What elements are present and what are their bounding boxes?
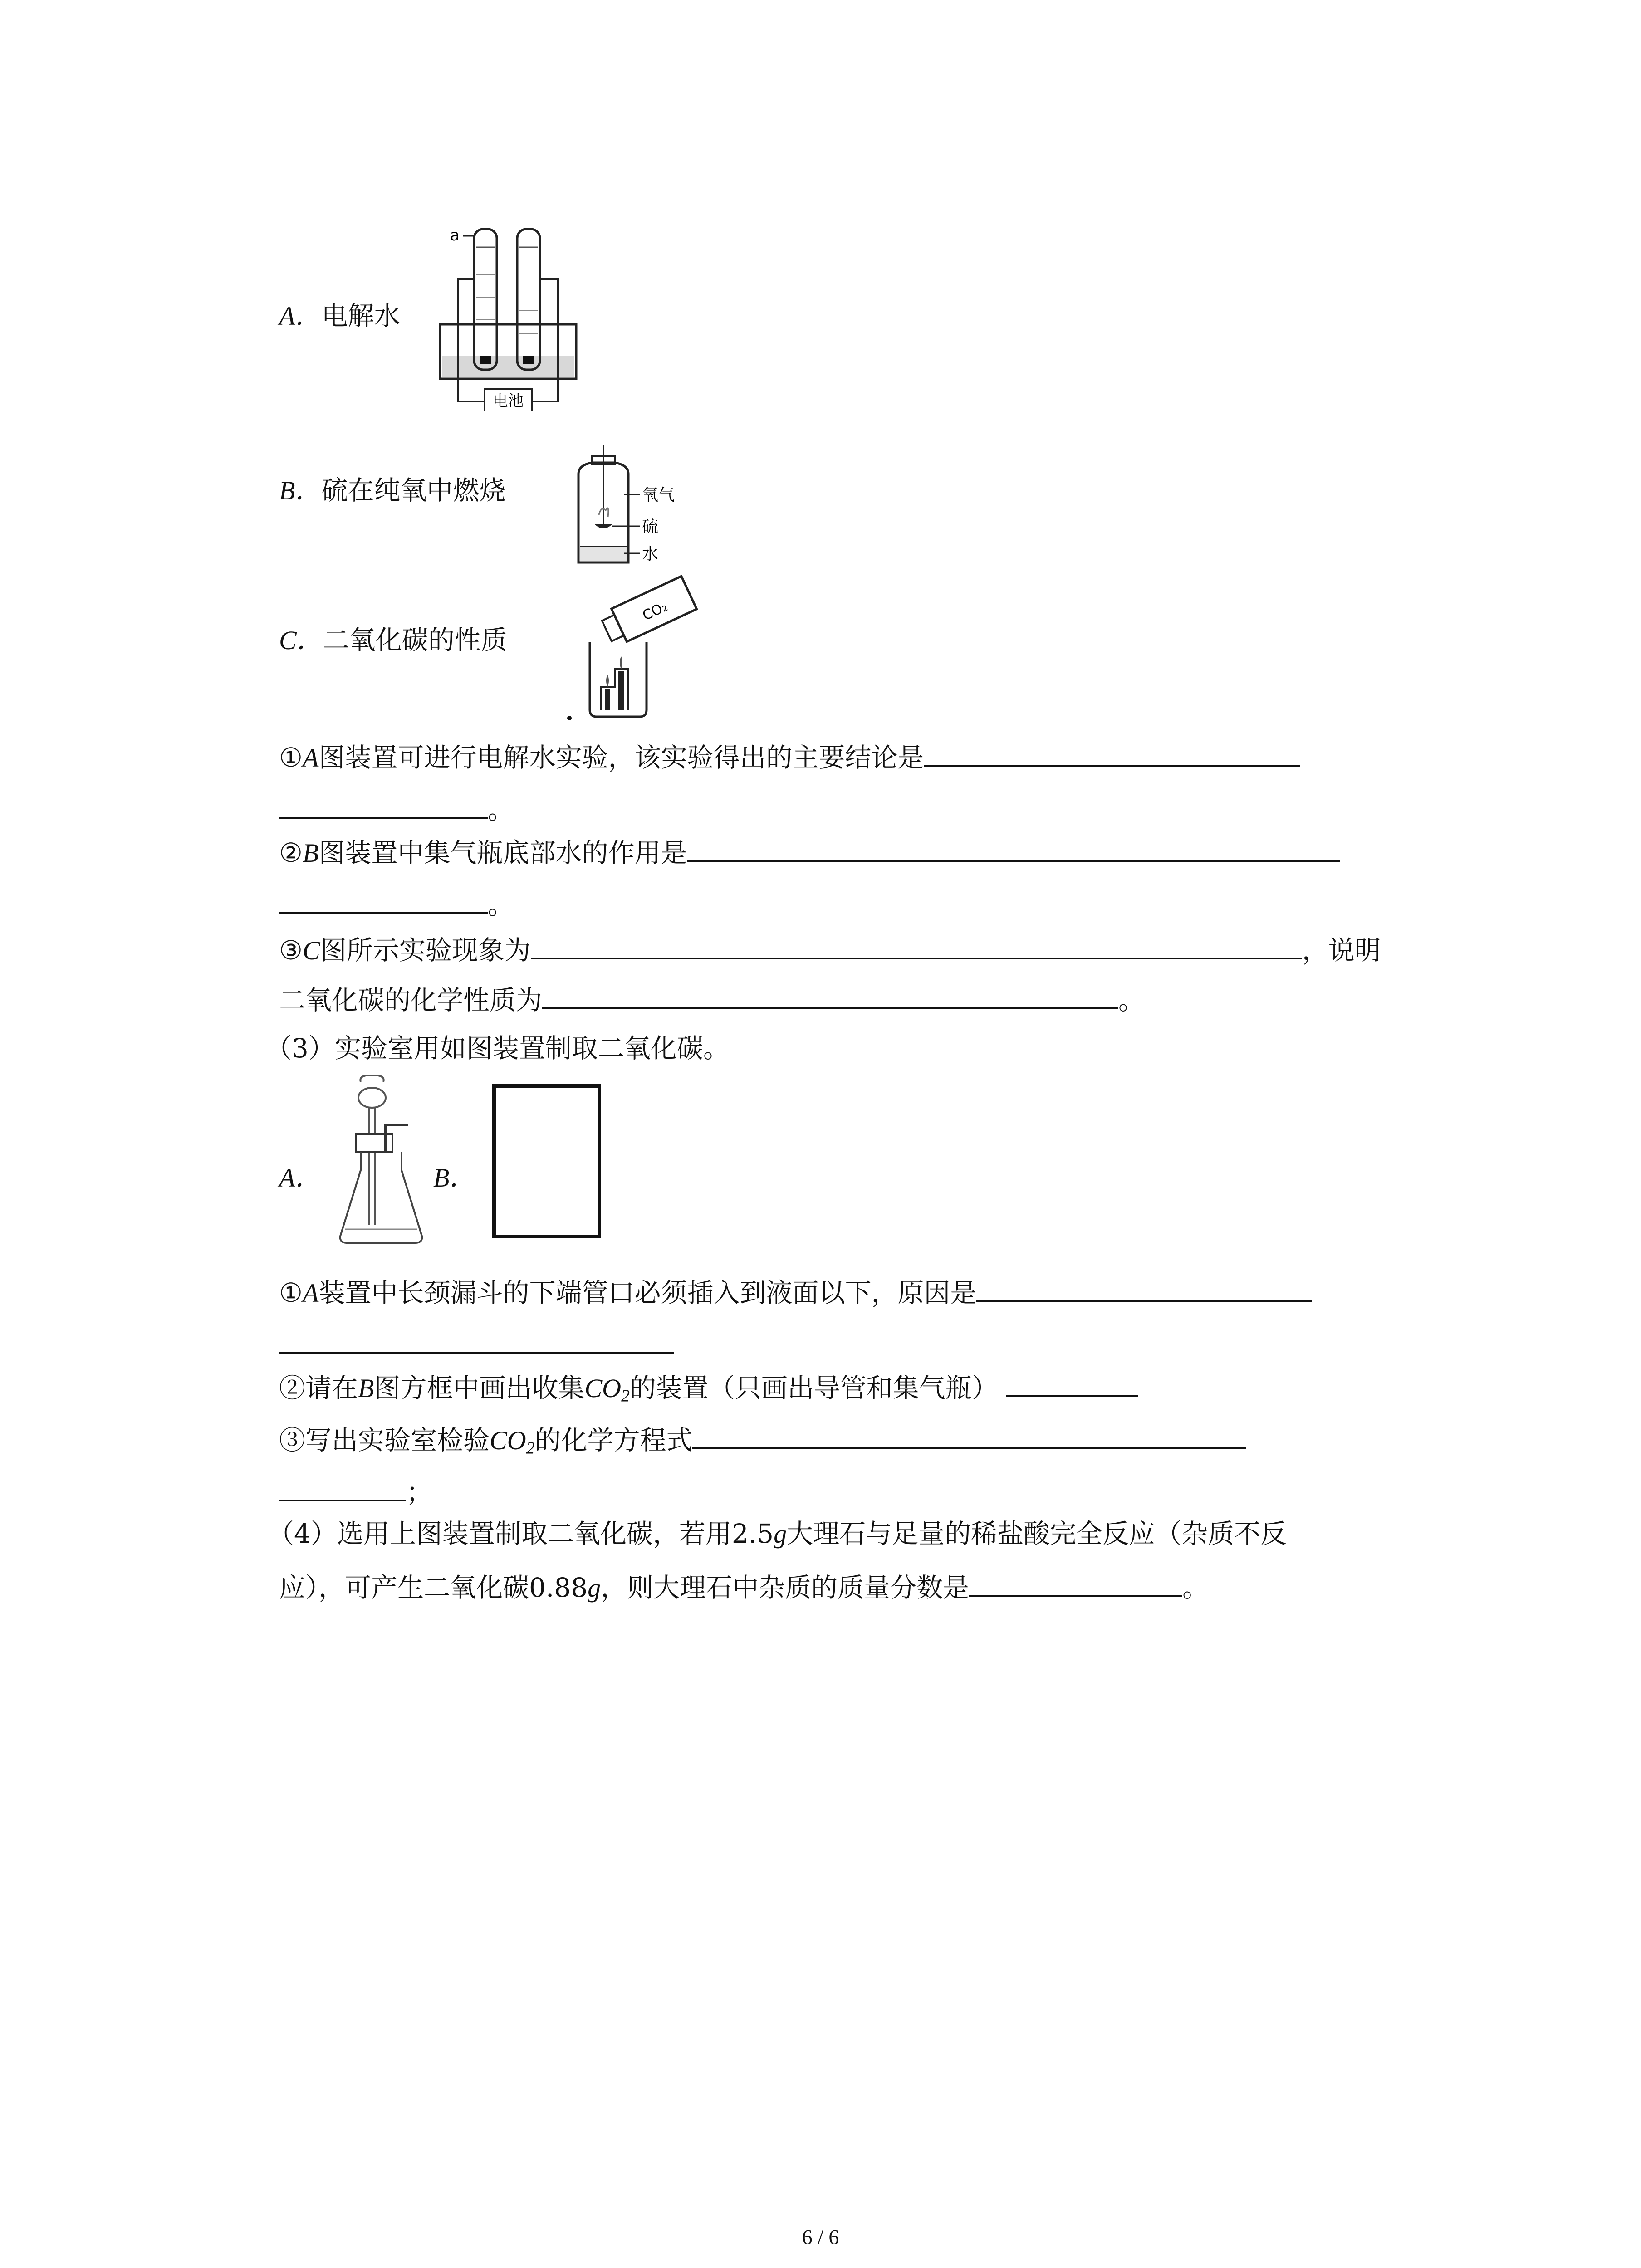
co2-bottle-label: CO₂ [640,598,671,624]
q2-end: 。 [488,890,514,920]
collection-drawing-box[interactable] [492,1084,601,1238]
figure-c-name: 二氧化碳的性质 [323,625,507,655]
part-3-question-3-continuation [279,1474,432,1509]
question-3-continuation [279,982,1145,1017]
p4-mass-2: 0.88 [529,1572,588,1603]
tube-a-label: a [450,226,460,244]
q3-circle: ③ [279,935,303,966]
q2-answer-blank[interactable] [687,835,1340,862]
figure-b-name: 硫在纯氧中燃烧 [321,475,506,506]
q1-fig-ref: A [303,743,319,772]
electrolysis-apparatus-figure [431,220,622,411]
figure-c-label: C． [279,626,323,655]
page-number: 6 / 6 [802,2225,839,2248]
question-2-continuation [279,887,514,921]
p4-end: 。 [1182,1572,1209,1603]
q3-end: 。 [1118,985,1145,1016]
q3-mid: ，说明 [1302,935,1381,966]
p4-answer-blank[interactable] [969,1569,1182,1597]
part-4-line-2 [279,1569,1209,1604]
oxygen-label: 氧气 [642,486,675,504]
p3q1-fig-ref: A [303,1278,319,1308]
p3q2-text-c: 的装置（只画出导管和集气瓶） [629,1373,998,1403]
question-3-line [279,932,1381,967]
co2-property-figure [556,574,705,723]
figure-b-label: B． [279,476,322,505]
q1-answer-blank[interactable] [924,739,1300,767]
q3-fig-ref: C [303,936,320,965]
part-4-line-1 [268,1517,1287,1550]
q3-line2: 二氧化碳的化学性质为 [279,985,543,1016]
p3q1-circle: ① [279,1277,303,1308]
figure-a-caption [279,299,400,332]
p4-text-2a: 应），可产生二氧化碳 [279,1572,529,1603]
figure-a-name: 电解水 [321,300,401,331]
part-3-question-1-continuation [279,1327,674,1361]
p3q2-text-a: 请在 [305,1373,358,1403]
part-3-question-1 [279,1275,1312,1310]
water-label: 水 [642,545,659,563]
p4-unit-1: g [774,1519,787,1549]
figure-c-caption [279,624,507,657]
figure-b-caption [279,474,505,507]
sulfur-label: 硫 [642,518,659,536]
p3q1-answer-blank[interactable] [976,1275,1312,1302]
q3-property-blank[interactable] [542,982,1118,1009]
p3q1-text: 装置中长颈漏斗的下端管口必须插入到液面以下，原因是 [318,1277,977,1308]
question-1-continuation [279,792,514,826]
p3q2-fig-ref: B [358,1374,374,1403]
p3q3-answer-blank-2[interactable] [279,1474,406,1501]
q3-phenomenon-blank[interactable] [531,932,1302,959]
p3q3-co2: CO [490,1426,526,1455]
p4-unit-2: g [588,1573,601,1603]
p4-text-1a: （4）选用上图装置制取二氧化碳，若用 [268,1518,732,1549]
p3q3-text-b: 的化学方程式 [534,1425,693,1456]
figure-a-label: A． [279,301,322,331]
p4-text-2b: ，则大理石中杂质的质量分数是 [601,1572,970,1603]
q2-circle: ② [279,837,303,868]
q3-text: 图所示实验现象为 [320,935,531,966]
q1-end: 。 [488,794,514,825]
co2-generator-figure [336,1075,445,1247]
q1-text: 图装置可进行电解水实验，该实验得出的主要结论是 [318,742,924,773]
part-3-heading: （3）实验室用如图装置制取二氧化碳。 [265,1033,730,1064]
p3q3-text-a: 写出实验室检验 [305,1425,490,1456]
p3q3-circle: ③ [279,1425,306,1456]
p3q2-circle: ② [279,1373,306,1403]
p3q3-sub: 2 [526,1438,535,1458]
part-3-question-3 [279,1422,1246,1464]
part-3-a-label: A． [279,1163,322,1193]
part-3-b-label: B． [433,1163,476,1193]
p3q2-answer-blank[interactable] [1006,1370,1138,1397]
question-1-line [279,739,1300,774]
part-3-question-2 [279,1370,1138,1412]
p4-text-1b: 大理石与足量的稀盐酸完全反应（杂质不反 [787,1518,1287,1549]
q1-answer-blank-2[interactable] [279,792,488,819]
q2-fig-ref: B [303,838,319,868]
p3q2-co2: CO [584,1374,622,1403]
p4-mass-1: 2.5 [731,1518,774,1549]
q2-answer-blank-2[interactable] [279,887,488,914]
p3q2-sub: 2 [621,1386,630,1406]
p3q1-answer-blank-2[interactable] [279,1327,674,1354]
q2-text: 图装置中集气瓶底部水的作用是 [318,837,687,868]
p3q3-answer-blank[interactable] [692,1422,1246,1449]
q1-circle: ① [279,742,303,773]
p3q2-text-b: 图方框中画出收集 [374,1373,585,1403]
question-2-line [279,835,1340,870]
sulfur-combustion-figure [556,442,701,569]
p3q3-end: ； [406,1477,433,1508]
battery-label: 电池 [493,392,524,410]
